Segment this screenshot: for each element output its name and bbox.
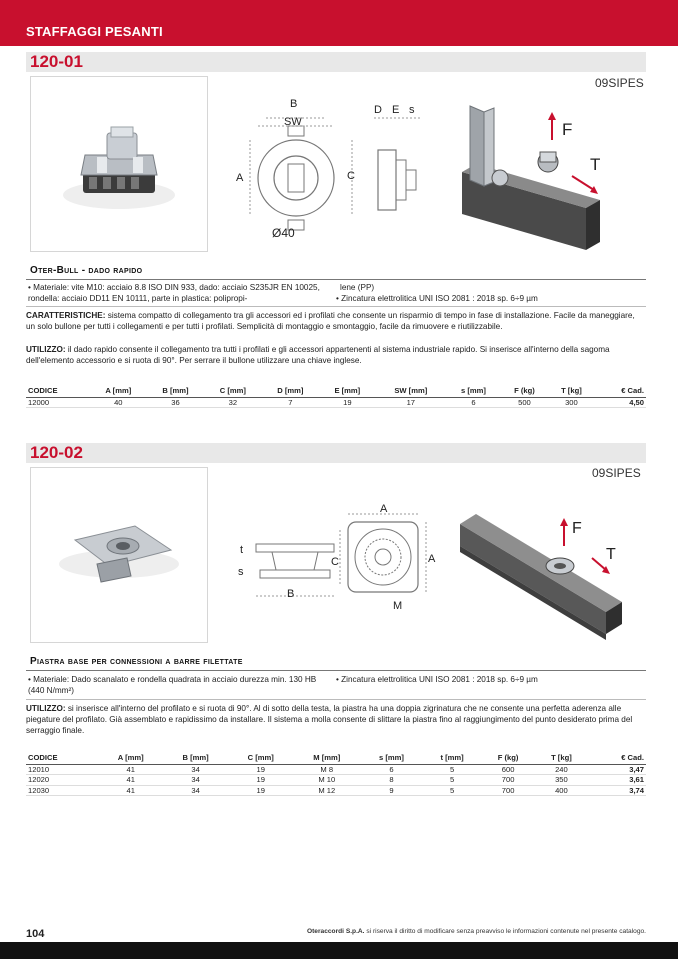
- usage-label: UTILIZZO:: [26, 704, 66, 713]
- installation-drawing-120-02: [456, 494, 646, 644]
- cell: 41: [98, 785, 163, 796]
- product-photo-oter-bull: [30, 76, 208, 252]
- dim-label-a-top: A: [380, 503, 388, 515]
- dim-label-d: D: [374, 104, 382, 116]
- oter-bull-photo-icon: [31, 77, 207, 251]
- usage-paragraph: [26, 703, 646, 736]
- dim-label-a: A: [236, 172, 244, 184]
- col-header: D [mm]: [262, 385, 319, 397]
- footer-disclaimer: [307, 928, 646, 935]
- spec-table-120-02: [26, 752, 646, 796]
- spec-table-120-01: [26, 385, 646, 408]
- cell: 41: [98, 764, 163, 775]
- dim-label-c: C: [331, 556, 339, 568]
- product-title: Piastra base per connessioni a barre filettate: [30, 656, 243, 667]
- piastra-photo-icon: [31, 468, 207, 642]
- col-header: SW [mm]: [376, 385, 446, 397]
- technical-drawing-120-01: [228, 96, 424, 246]
- cell: 12010: [26, 764, 98, 775]
- dim-label-e: E: [392, 104, 400, 116]
- cell: 12000: [26, 397, 90, 408]
- finish-spec: • Zincatura elettrolitica UNI ISO 2081 : 2018 sp. 6÷9 µm: [336, 675, 538, 684]
- col-header: s [mm]: [360, 752, 422, 764]
- cell: 12030: [26, 785, 98, 796]
- cell: 34: [163, 764, 228, 775]
- product-header-120-02: [26, 443, 646, 463]
- cell: 40: [90, 397, 147, 408]
- col-header: A [mm]: [90, 385, 147, 397]
- force-label-t: T: [606, 546, 616, 563]
- col-header: C [mm]: [204, 385, 261, 397]
- cell: 12020: [26, 775, 98, 786]
- spec-divider: [26, 699, 646, 700]
- usage-paragraph: [26, 344, 646, 366]
- usage-text: si inserisce all'interno del profilato e si ruota di 90°. Al di sotto della testa, la piastra ha una doppia zigrinatura che ne consente una perfetta aderenza alle piegature del profilato. Già assemblato e rapidissimo da installare. Il sistema a molla consente di slittare la piastra fino al raggiungimento del punto desiderato prima del serraggio finale.: [26, 704, 633, 735]
- spec-divider: [26, 306, 646, 307]
- brand-label: 09SIPES: [595, 76, 644, 90]
- cell: 500: [501, 397, 548, 408]
- cell: 6: [446, 397, 501, 408]
- cell: 41: [98, 775, 163, 786]
- cell: 19: [228, 775, 293, 786]
- dim-label-sw: SW: [284, 116, 302, 128]
- cell: 19: [228, 764, 293, 775]
- product-title: Oter-Bull - dado rapido: [30, 265, 143, 276]
- material-spec: • Materiale: Dado scanalato e rondella quadrata in acciaio durezza min. 130 HB (440 N/mm²): [28, 675, 317, 695]
- table-row: [26, 785, 646, 796]
- cell: 700: [481, 785, 534, 796]
- col-header: T [kg]: [535, 752, 588, 764]
- price-cell: 4,50: [595, 397, 646, 408]
- features-paragraph: [26, 310, 646, 332]
- force-label-f: F: [572, 520, 582, 537]
- col-header: E [mm]: [319, 385, 376, 397]
- installation-drawing-120-01: [456, 100, 646, 260]
- cell: 400: [535, 785, 588, 796]
- cell: 5: [423, 785, 482, 796]
- material-spec-cont: lene (PP): [340, 283, 375, 292]
- cell: 350: [535, 775, 588, 786]
- page-number: 104: [26, 928, 45, 940]
- cell: 9: [360, 785, 422, 796]
- dim-label-b: B: [290, 98, 298, 110]
- material-spec: • Materiale: vite M10: acciaio 8.8 ISO DIN 933, dado: acciaio S235JR EN 10025, rondella: acciaio DD11 EN 10111, parte in plastica: polipropi-: [28, 283, 320, 303]
- col-header: A [mm]: [98, 752, 163, 764]
- col-header: CODICE: [26, 752, 98, 764]
- cell: 240: [535, 764, 588, 775]
- table-header-row: [26, 385, 646, 397]
- cell: 5: [423, 775, 482, 786]
- col-header: F (kg): [481, 752, 534, 764]
- dim-label-s: s: [238, 566, 244, 578]
- col-header: € Cad.: [588, 752, 646, 764]
- dim-label-diameter: Ø40: [272, 226, 295, 240]
- cell: 8: [360, 775, 422, 786]
- price-cell: 3,61: [588, 775, 646, 786]
- cell: 7: [262, 397, 319, 408]
- footer-note-text: si riserva il diritto di modificare senza preavviso le informazioni contenute nel presente catalogo.: [364, 928, 646, 935]
- cell: M 8: [293, 764, 360, 775]
- cell: 300: [548, 397, 595, 408]
- title-divider: [26, 279, 646, 280]
- footer-bar: [0, 942, 678, 959]
- cell: 19: [228, 785, 293, 796]
- features-label: CARATTERISTICHE:: [26, 311, 106, 320]
- dim-label-m: M: [393, 600, 403, 612]
- usage-text: il dado rapido consente il collegamento tra tutti i profilati e gli accessori appartenenti al sistema industriale rapido. Si inserisce all'interno della sagoma dell'elemento accessorio e si ruota di 90°. Per serrare il bullone utilizzare una chiave inglese.: [26, 345, 610, 365]
- cell: M 10: [293, 775, 360, 786]
- col-header: € Cad.: [595, 385, 646, 397]
- dim-label-b: B: [287, 588, 295, 600]
- title-divider: [26, 670, 646, 671]
- table-row: [26, 775, 646, 786]
- dim-label-a-side: A: [428, 553, 436, 565]
- cell: 700: [481, 775, 534, 786]
- col-header: F (kg): [501, 385, 548, 397]
- technical-drawing-120-02: [236, 500, 436, 610]
- product-photo-piastra: [30, 467, 208, 643]
- force-label-f: F: [562, 120, 573, 139]
- section-title: STAFFAGGI PESANTI: [26, 24, 163, 39]
- dim-label-s: s: [409, 104, 415, 116]
- product-header-120-01: [26, 52, 646, 72]
- footer-company: Oteraccordi S.p.A.: [306, 928, 365, 935]
- product-code: 120-02: [30, 443, 83, 462]
- col-header: CODICE: [26, 385, 90, 397]
- cell: 17: [376, 397, 446, 408]
- col-header: B [mm]: [163, 752, 228, 764]
- cell: 36: [147, 397, 204, 408]
- dim-label-t: t: [240, 544, 244, 556]
- cell: 5: [423, 764, 482, 775]
- brand-label: 09SIPES: [592, 466, 641, 480]
- cell: 34: [163, 785, 228, 796]
- usage-label: UTILIZZO:: [26, 345, 66, 354]
- dim-label-c: C: [347, 170, 355, 182]
- features-text: sistema compatto di collegamento tra gli accessori ed i profilati che consente un risparmio di tempo in fase di installazione. Facile da maneggiare, un solo bullone per tutti i collegamenti e per tutti i profilati. Semplicità di montaggio e smontaggio, facile da rimuovere e riutilizzabile.: [26, 311, 635, 331]
- col-header: C [mm]: [228, 752, 293, 764]
- price-cell: 3,47: [588, 764, 646, 775]
- price-cell: 3,74: [588, 785, 646, 796]
- product-code: 120-01: [30, 52, 83, 71]
- cell: 6: [360, 764, 422, 775]
- col-header: t [mm]: [423, 752, 482, 764]
- force-label-t: T: [590, 155, 601, 174]
- cell: 32: [204, 397, 261, 408]
- col-header: T [kg]: [548, 385, 595, 397]
- finish-spec: • Zincatura elettrolitica UNI ISO 2081 : 2018 sp. 6÷9 µm: [336, 294, 538, 303]
- col-header: M [mm]: [293, 752, 360, 764]
- cell: M 12: [293, 785, 360, 796]
- header-bar: [0, 0, 678, 46]
- cell: 19: [319, 397, 376, 408]
- table-row: [26, 764, 646, 775]
- cell: 34: [163, 775, 228, 786]
- col-header: B [mm]: [147, 385, 204, 397]
- table-header-row: [26, 752, 646, 764]
- cell: 600: [481, 764, 534, 775]
- col-header: s [mm]: [446, 385, 501, 397]
- table-row: [26, 397, 646, 408]
